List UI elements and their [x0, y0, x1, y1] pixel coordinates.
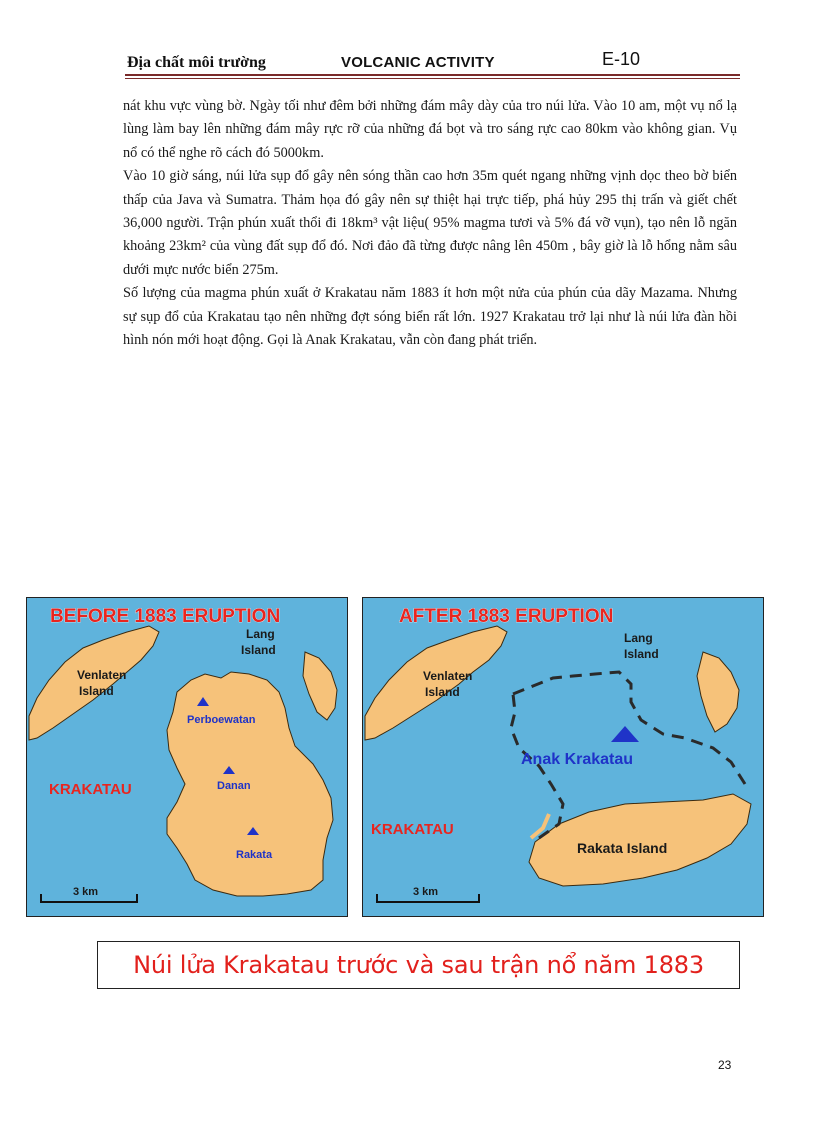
- map-after-eruption: [362, 597, 764, 917]
- page-header: [125, 50, 740, 74]
- label-lang-1: Lang: [246, 627, 275, 641]
- label-lang-2: Island: [241, 643, 276, 657]
- map-title: AFTER 1883 ERUPTION: [399, 606, 614, 627]
- figure-caption: Núi lửa Krakatau trước và sau trận nổ năm 1883: [97, 941, 740, 989]
- paragraph-2: Vào 10 giờ sáng, núi lửa sụp đổ gây nên sóng thần cao hơn 35m quét ngang những vịnh dọc theo bờ biển thấp của Java và Sumatra. Thảm họa đó gây nên sự thiệt hại trực tiếp, phá hủy 295 thị trấn và giết chết 36,000 người. Trận phún xuất thổi đi 18km³ vật liệu( 95% magma tươi và 5% đá vỡ vụn), tạo nên lỗ ngăn khoảng 23km² của vùng đất sụp đổ đó. Nơi đảo đã từng được nâng lên 450m , bây giờ là lỗ hổng nằm sâu dưới mực nước biển 275m.: [123, 168, 737, 278]
- map-before-svg: [27, 598, 347, 916]
- header-subject: Địa chất môi trường: [127, 54, 266, 71]
- map-before-eruption: [26, 597, 348, 917]
- label-venlaten-1: Venlaten: [77, 668, 127, 682]
- label-lang-1: Lang: [624, 631, 653, 645]
- paragraph-3: Số lượng của magma phún xuất ở Krakatau năm 1883 ít hơn một nửa của phún của dãy Mazama. Nhưng sự sụp đổ của Krakatau tạo nên những đợt sóng biển rất lớn. 1927 Krakatau trở lại như là núi lửa đàn hồi hình nón mới hoạt động. Gọi là Anak Krakatau, vẫn còn đang phát triển.: [123, 285, 737, 349]
- header-rule-thick: [125, 74, 740, 76]
- label-anak-krakatau: Anak Krakatau: [521, 751, 634, 768]
- label-scale: 3 km: [73, 886, 99, 898]
- page-number: 23: [718, 1058, 732, 1072]
- header-chapter-title: VOLCANIC ACTIVITY: [341, 54, 495, 71]
- label-lang-2: Island: [624, 647, 659, 661]
- label-rakata: Rakata: [236, 849, 273, 861]
- map-after-svg: [363, 598, 763, 916]
- label-venlaten-1: Venlaten: [423, 669, 473, 683]
- map-title: BEFORE 1883 ERUPTION: [50, 606, 281, 627]
- label-krakatau: KRAKATAU: [371, 821, 454, 838]
- label-venlaten-2: Island: [79, 684, 114, 698]
- label-danan: Danan: [217, 780, 251, 792]
- label-scale: 3 km: [413, 886, 439, 898]
- label-venlaten-2: Island: [425, 685, 460, 699]
- label-krakatau: KRAKATAU: [49, 781, 132, 798]
- header-rule-thin: [125, 78, 740, 79]
- body-text: [123, 95, 737, 352]
- paragraph-1: nát khu vực vùng bờ. Ngày tối như đêm bởi những đám mây dày của tro núi lửa. Vào 10 am, một vụ nổ lạ lùng làm bay lên những đám mây rực rỡ của những đá bọt và tro sáng rực cao 80km vào không gian. Vụ nổ có thể nghe rõ cách đó 5000km.: [123, 98, 737, 161]
- header-code: E-10: [602, 49, 641, 69]
- label-perboewatan: Perboewatan: [187, 714, 256, 726]
- label-rakata-island: Rakata Island: [577, 840, 668, 856]
